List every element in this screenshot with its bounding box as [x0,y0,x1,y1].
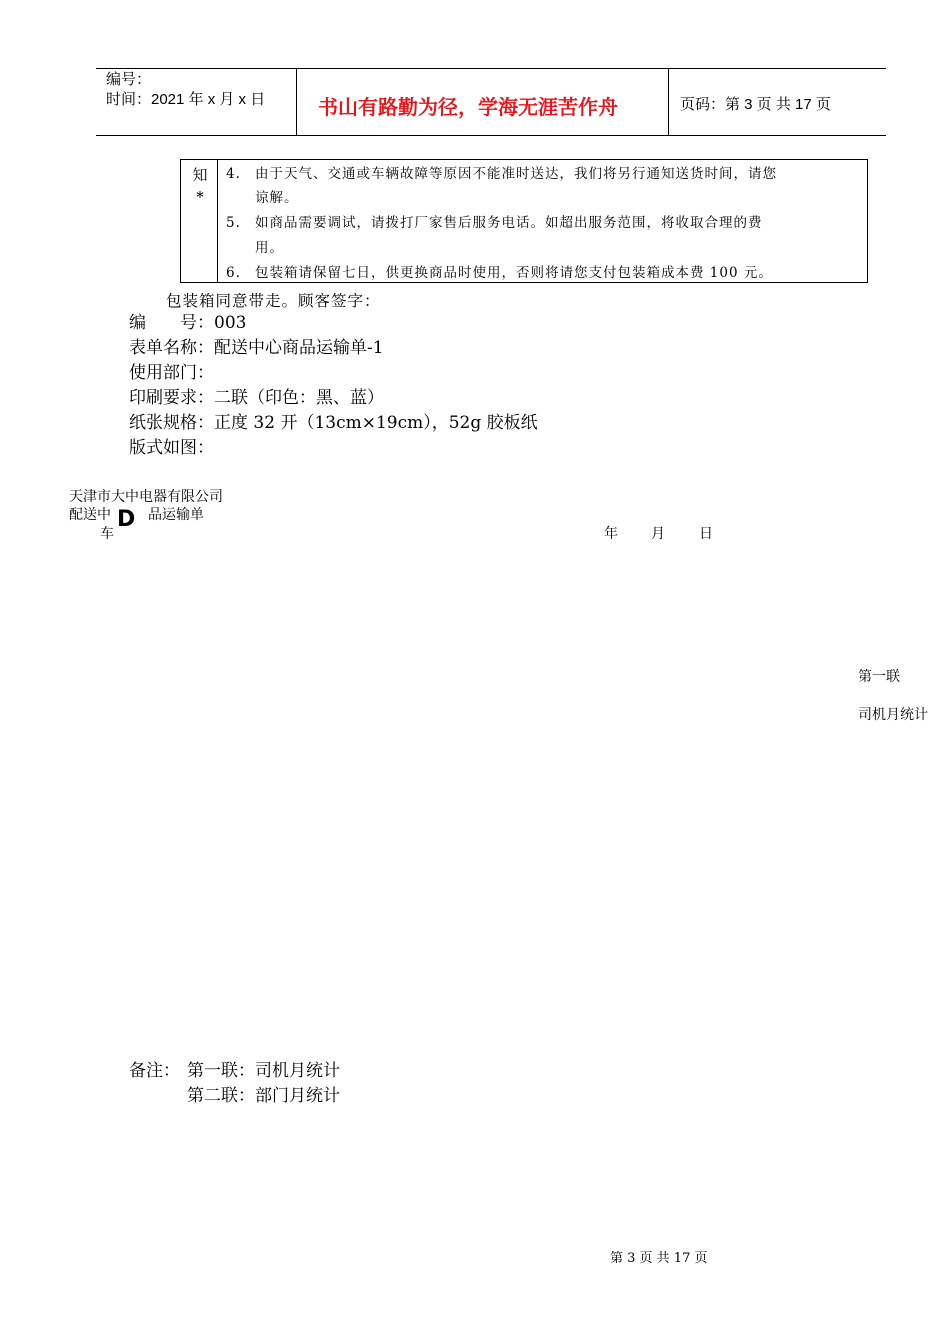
notice-item-number: 4. [226,166,241,182]
form-info-row [129,436,214,461]
header-divider-right [668,68,669,136]
header-motto: 书山有路勤为径，学海无涯苦作舟 [318,97,618,119]
form-title-left: 配送中 [69,507,111,523]
footer-page-number: 第 3 页 共 17 页 [610,1251,708,1266]
form-info-row [129,336,384,361]
notice-item-text: 包装箱请保留七日，供更换商品时使用，否则将请您支付包装箱成本费 100 元。 [255,265,773,281]
form-info-value: 正度 32 开（13cm×19cm），52g 胶板纸 [214,413,538,433]
notice-item-text-cont: 谅解。 [255,190,299,206]
form-title-right: 品运输单 [148,507,204,523]
form-date-month: 月 [651,526,665,542]
notice-label-bottom: * [196,188,204,206]
form-info-value: 二联（印色：黑、蓝） [214,388,384,408]
notice-item-text: 由于天气、交通或车辆故障等原因不能准时送达，我们将另行通知送货时间，请您 [255,166,777,182]
form-info-row [129,411,538,436]
remarks-line-2: 第二联：部门月统计 [187,1086,340,1106]
form-info-row [129,386,384,411]
header-page-label: 页码：第 3 页 共 17 页 [680,96,831,113]
header-divider-left [296,68,297,136]
form-info-label: 版式如图： [129,438,214,458]
form-info-label: 印刷要求： [129,388,214,408]
form-date-year: 年 [604,526,618,542]
form-car-label: 车 [100,526,114,542]
form-company-name: 天津市大中电器有限公司 [69,489,223,505]
header-top-rule [96,68,886,69]
form-side-use: 司机月统计 [858,707,928,723]
form-info-value: 配送中心商品运输单-1 [214,338,384,358]
notice-box-divider [217,159,218,283]
header-number-label: 编号： [106,71,152,88]
form-info-label: 纸张规格： [129,413,214,433]
consent-line: 包装箱同意带走。顾客签字： [166,292,381,310]
company-logo-icon: D [117,507,136,532]
notice-item-text: 如商品需要调试，请拨打厂家售后服务电话。如超出服务范围，将收取合理的费 [255,215,763,231]
form-info-label: 编 号： [129,313,214,333]
form-side-copy: 第一联 [858,669,900,685]
notice-label-top: 知 [192,166,208,184]
remarks-line-1: 第一联：司机月统计 [187,1061,340,1081]
form-info-label: 使用部门： [129,363,214,383]
notice-item-number: 6. [226,265,241,281]
form-info-label: 表单名称： [129,338,214,358]
header-bottom-rule [96,135,886,136]
remarks-label: 备注： [129,1061,180,1081]
header-time-label: 时间：2021 年 x 月 x 日 [106,91,266,108]
notice-item-number: 5. [226,215,241,231]
form-info-row [129,311,246,336]
notice-item-text-cont: 用。 [255,240,284,256]
form-info-value: 003 [214,313,247,333]
form-info-row [129,361,214,386]
form-date-day: 日 [699,526,713,542]
